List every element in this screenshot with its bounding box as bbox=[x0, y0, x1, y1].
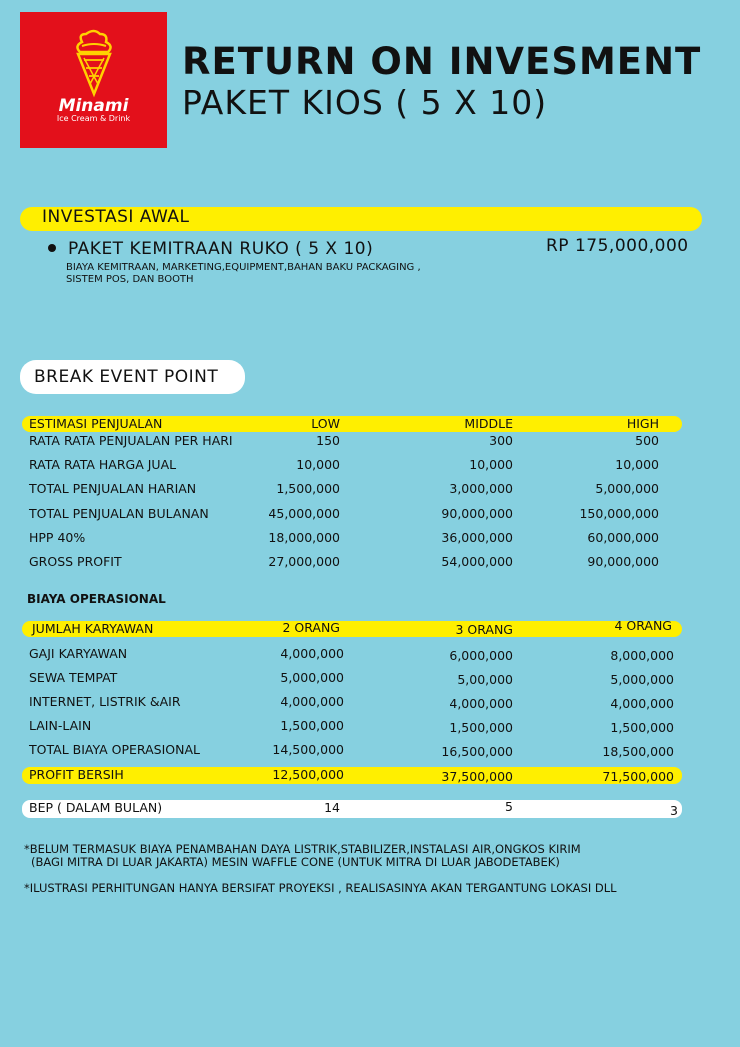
bep-col1: 14 bbox=[324, 800, 340, 815]
cell-high: 500 bbox=[635, 433, 659, 448]
page-subtitle: PAKET KIOS ( 5 X 10) bbox=[182, 83, 548, 122]
cell-col3: 5,000,000 bbox=[610, 672, 674, 687]
cell-high: 5,000,000 bbox=[595, 481, 659, 496]
cell-high: 150,000,000 bbox=[579, 506, 659, 521]
table-row bbox=[0, 554, 740, 574]
operasional-header-col3: 4 ORANG bbox=[614, 618, 672, 633]
cell-low: 1,500,000 bbox=[276, 481, 340, 496]
cell-col2: 5,00,000 bbox=[457, 672, 513, 687]
table-row bbox=[0, 742, 740, 762]
row-label: LAIN-LAIN bbox=[29, 718, 92, 733]
cell-middle: 54,000,000 bbox=[441, 554, 513, 569]
package-name: PAKET KEMITRAAN RUKO ( 5 X 10) bbox=[68, 239, 374, 259]
table-row bbox=[0, 718, 740, 738]
operasional-header-row bbox=[0, 618, 740, 641]
cell-col3: 18,500,000 bbox=[602, 744, 674, 759]
cell-col3: 1,500,000 bbox=[610, 720, 674, 735]
profit-col3: 71,500,000 bbox=[602, 769, 674, 784]
row-label: TOTAL PENJUALAN BULANAN bbox=[29, 506, 209, 521]
cell-col3: 4,000,000 bbox=[610, 696, 674, 711]
profit-label: PROFIT BERSIH bbox=[29, 767, 124, 782]
profit-row bbox=[0, 767, 740, 787]
package-price: RP 175,000,000 bbox=[546, 236, 689, 256]
cell-middle: 10,000 bbox=[469, 457, 513, 472]
bep-label: BEP ( DALAM BULAN) bbox=[29, 800, 163, 815]
row-label: TOTAL PENJUALAN HARIAN bbox=[29, 481, 197, 496]
ice-cream-icon bbox=[64, 28, 124, 98]
cell-low: 150 bbox=[316, 433, 340, 448]
cell-middle: 90,000,000 bbox=[441, 506, 513, 521]
cell-col2: 6,000,000 bbox=[449, 648, 513, 663]
row-label: GROSS PROFIT bbox=[29, 554, 122, 569]
note-1: *BELUM TERMASUK BIAYA PENAMBAHAN DAYA LISTRIK,STABILIZER,INSTALASI AIR,ONGKOS KIRIM bbox=[24, 842, 581, 856]
note-1-continued: (BAGI MITRA DI LUAR JAKARTA) MESIN WAFFLE CONE (UNTUK MITRA DI LUAR JABODETABEK) bbox=[31, 855, 560, 869]
row-label: TOTAL BIAYA OPERASIONAL bbox=[29, 742, 200, 757]
cell-high: 10,000 bbox=[615, 457, 659, 472]
note-2: *ILUSTRASI PERHITUNGAN HANYA BERSIFAT PROYEKSI , REALISASINYA AKAN TERGANTUNG LOKASI DLL bbox=[24, 881, 617, 895]
cell-col1: 1,500,000 bbox=[280, 718, 344, 733]
bullet-icon bbox=[48, 244, 56, 252]
table-row bbox=[0, 694, 740, 714]
bep-row bbox=[0, 800, 740, 820]
cell-col2: 1,500,000 bbox=[449, 720, 513, 735]
page-title: RETURN ON INVESMENT bbox=[182, 40, 702, 83]
cell-low: 45,000,000 bbox=[268, 506, 340, 521]
table-row bbox=[0, 506, 740, 526]
sales-header-high: HIGH bbox=[626, 416, 659, 431]
cell-col1: 14,500,000 bbox=[272, 742, 344, 757]
table-row bbox=[0, 646, 740, 666]
brand-logo bbox=[20, 12, 167, 148]
table-row bbox=[0, 670, 740, 690]
cell-middle: 36,000,000 bbox=[441, 530, 513, 545]
brand-name: Minami bbox=[58, 96, 129, 116]
sales-header-label: ESTIMASI PENJUALAN bbox=[29, 416, 163, 431]
cell-col2: 16,500,000 bbox=[441, 744, 513, 759]
cell-low: 27,000,000 bbox=[268, 554, 340, 569]
cell-high: 60,000,000 bbox=[587, 530, 659, 545]
sales-header-middle: MIDDLE bbox=[464, 416, 513, 431]
table-row bbox=[0, 530, 740, 550]
cell-col1: 4,000,000 bbox=[280, 646, 344, 661]
bep-col3: 3 bbox=[670, 803, 678, 818]
row-label: HPP 40% bbox=[29, 530, 86, 545]
cell-col1: 4,000,000 bbox=[280, 694, 344, 709]
table-row bbox=[0, 457, 740, 477]
cell-low: 10,000 bbox=[296, 457, 340, 472]
brand-tagline: Ice Cream & Drink bbox=[56, 114, 131, 123]
cell-col1: 5,000,000 bbox=[280, 670, 344, 685]
cell-low: 18,000,000 bbox=[268, 530, 340, 545]
operasional-header-col2: 3 ORANG bbox=[455, 622, 513, 637]
package-description: BIAYA KEMITRAAN, MARKETING,EQUIPMENT,BAHAN BAKU PACKAGING , SISTEM POS, DAN BOOTH bbox=[66, 262, 421, 285]
operasional-header-label: JUMLAH KARYAWAN bbox=[32, 621, 154, 636]
row-label: INTERNET, LISTRIK &AIR bbox=[29, 694, 181, 709]
investasi-label: INVESTASI AWAL bbox=[42, 207, 190, 227]
cell-col2: 4,000,000 bbox=[449, 696, 513, 711]
row-label: SEWA TEMPAT bbox=[29, 670, 118, 685]
profit-col1: 12,500,000 bbox=[272, 767, 344, 782]
operasional-title: BIAYA OPERASIONAL bbox=[27, 592, 166, 606]
cell-middle: 3,000,000 bbox=[449, 481, 513, 496]
sales-header-low: LOW bbox=[311, 416, 340, 431]
cell-middle: 300 bbox=[489, 433, 513, 448]
row-label: RATA RATA PENJUALAN PER HARI bbox=[29, 433, 233, 448]
operasional-header-col1: 2 ORANG bbox=[282, 620, 340, 635]
table-row bbox=[0, 433, 740, 453]
row-label: GAJI KARYAWAN bbox=[29, 646, 128, 661]
profit-col2: 37,500,000 bbox=[441, 769, 513, 784]
row-label: RATA RATA HARGA JUAL bbox=[29, 457, 177, 472]
bep-col2: 5 bbox=[505, 799, 513, 814]
cell-high: 90,000,000 bbox=[587, 554, 659, 569]
bep-section-label: BREAK EVENT POINT bbox=[34, 367, 219, 387]
table-row bbox=[0, 481, 740, 501]
cell-col3: 8,000,000 bbox=[610, 648, 674, 663]
